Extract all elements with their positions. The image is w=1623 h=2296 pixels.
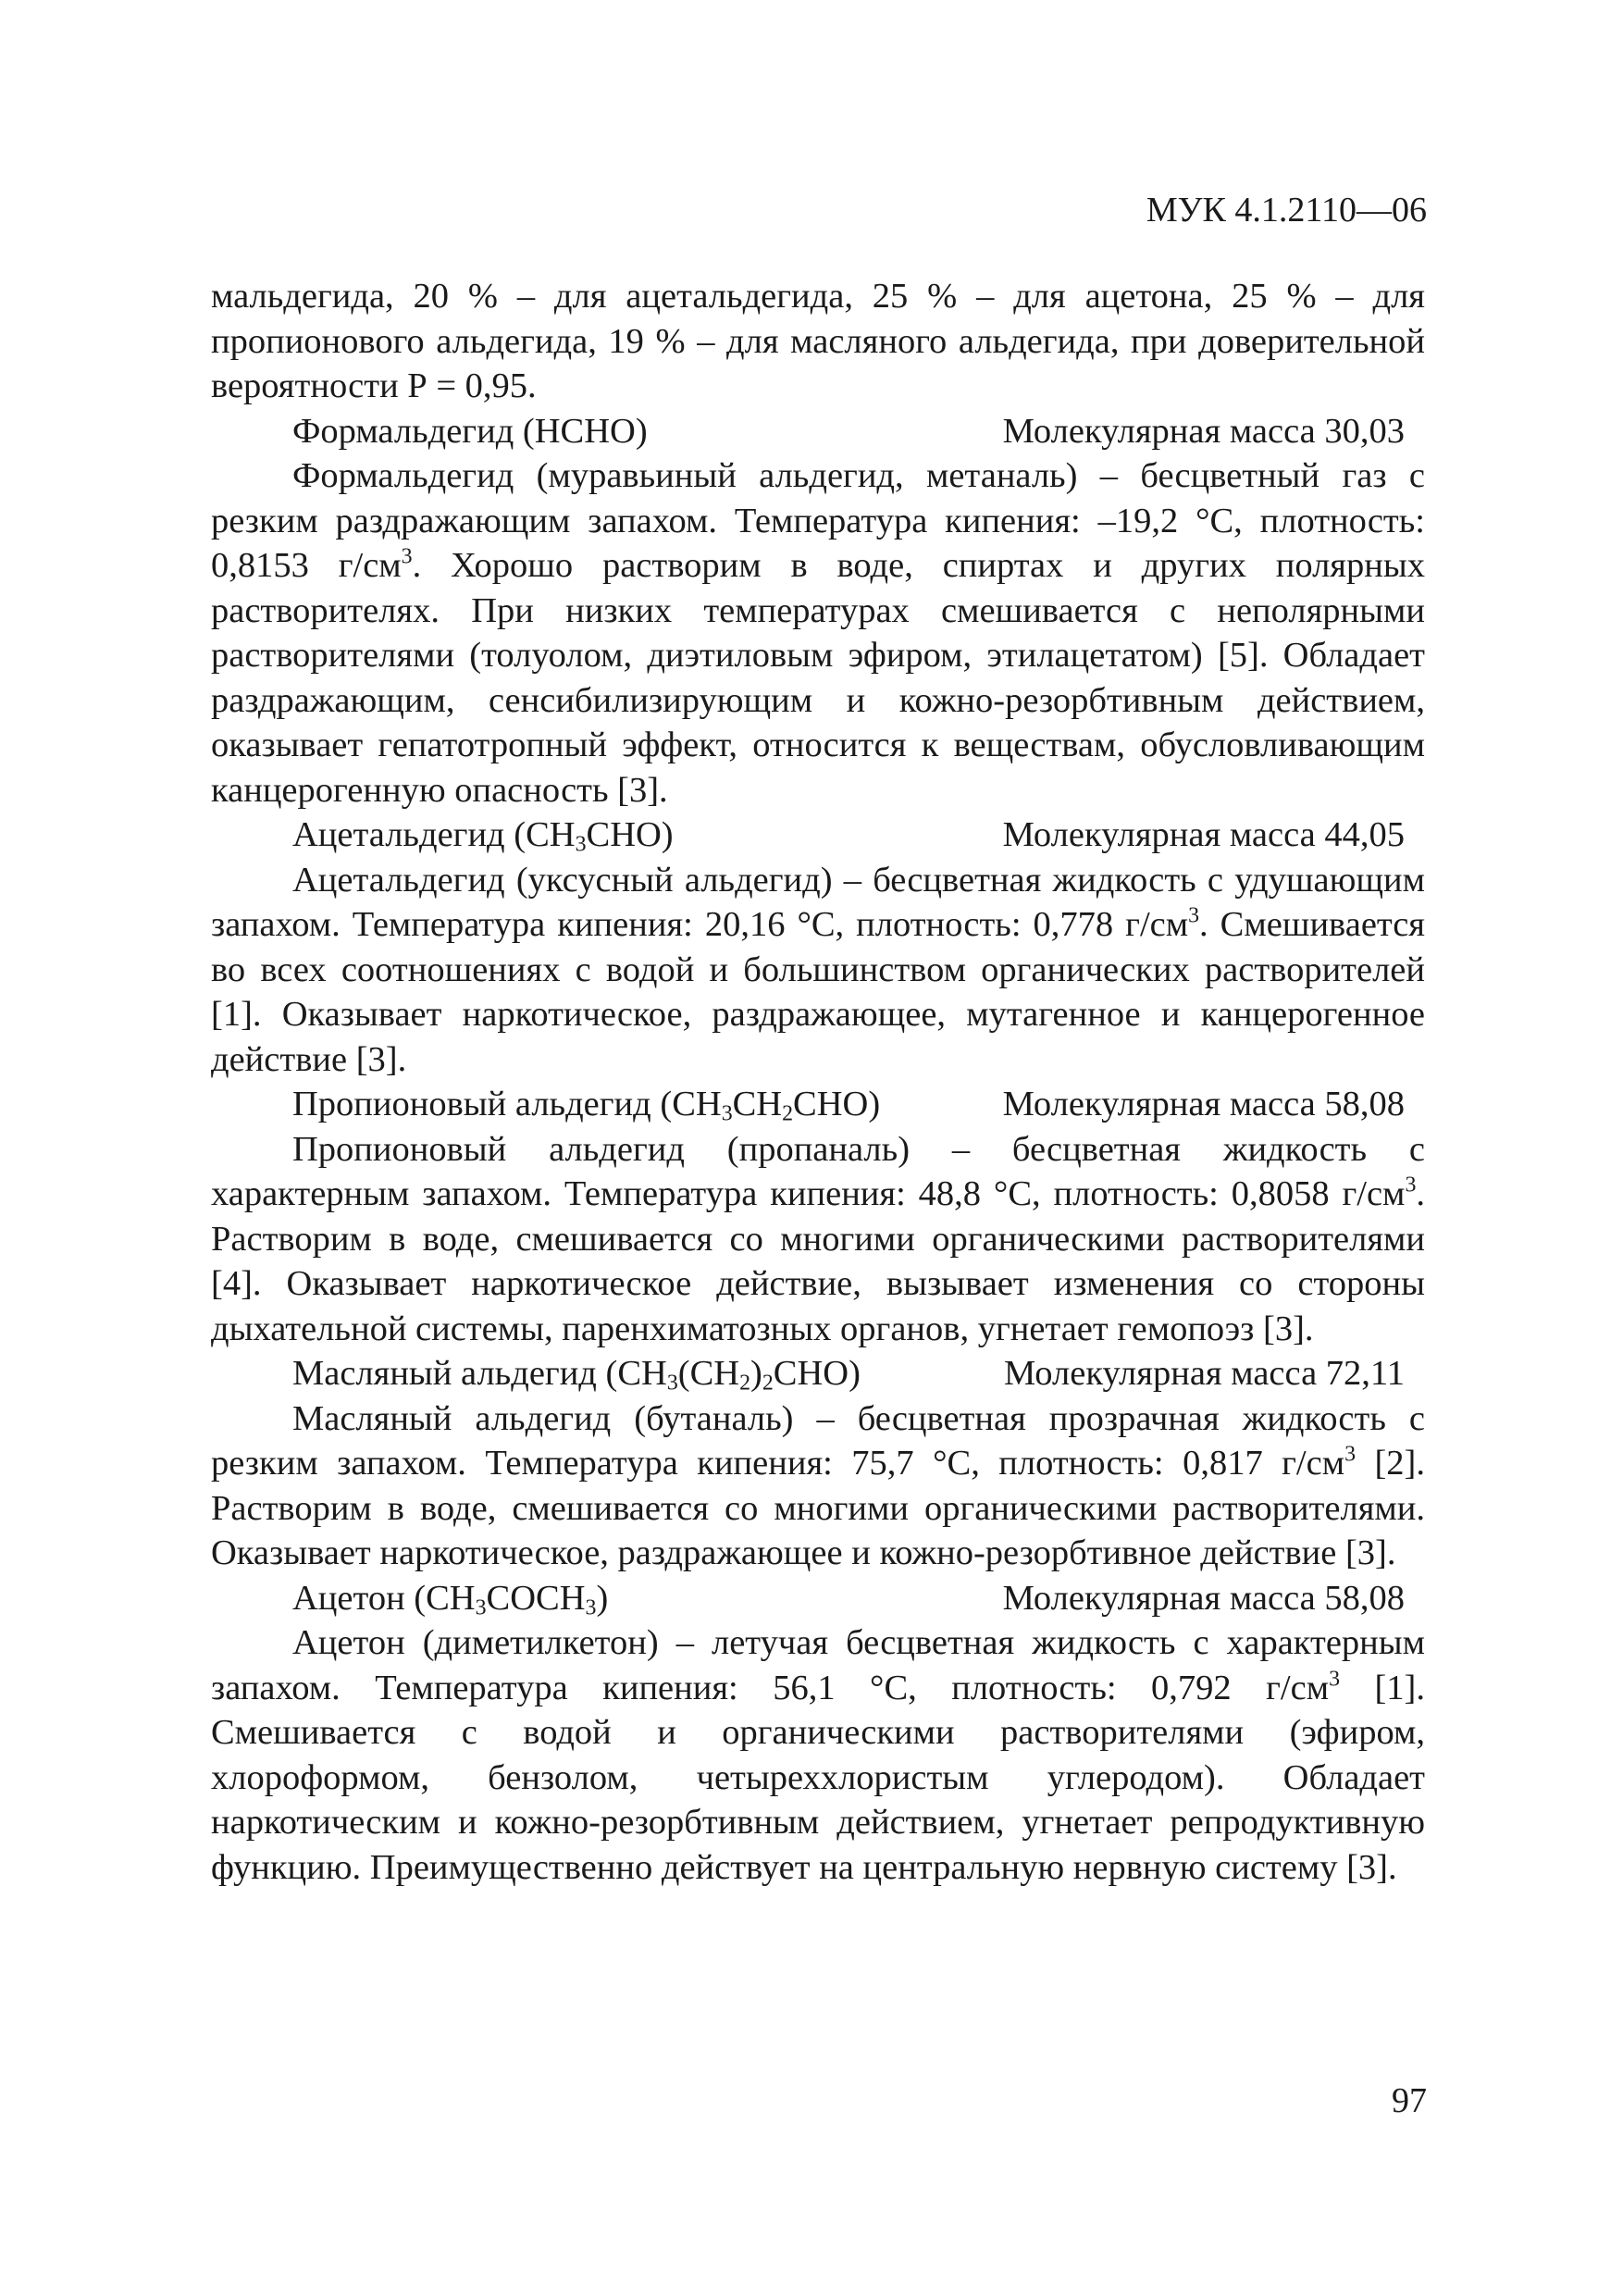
compound-description: Масляный альдегид (бутаналь) – бесцветная прозрачная жидкость с резким запахом. Температура кипения: 75,7 °С, плотность: 0,817 $г/см^3$ [2]. Растворим в воде, смешивается со многими органическими растворителями. Оказывает наркотическое, раздражающее и кожно-резорбтивное действие [3].	[211, 1398, 1425, 1572]
compound-heading	[211, 1082, 1425, 1127]
compound-description: Пропионовый альдегид (пропаналь) – бесцветная жидкость с характерным запахом. Температура кипения: 48,8 °С, плотность: 0,8058 $г/см^3$. Растворим в воде, смешивается со многими органическими растворителями [4]. Оказывает наркотическое действие, вызывает изменения со стороны дыхательной системы, паренхиматозных органов, угнетает гемопоэз [3].	[211, 1129, 1425, 1348]
compound-heading	[211, 409, 1425, 454]
compound-description: Формальдегид (муравьиный альдегид, метаналь) – бесцветный газ с резким раздражающим запахом. Температура кипения: –19,2 °С, плотность: 0,8153 $г/см^3$. Хорошо растворим в воде, спиртах и других полярных растворителях. При низких температурах смешивается с неполярными растворителями (толуолом, диэтиловым эфиром, этилацетатом) [5]. Обладает раздражающим, сенсибилизирующим и кожно-резорбтивным действием, оказывает гепатотропный эффект, относится к веществам, обусловливающим канцерогенную опасность [3].	[211, 456, 1425, 810]
intro-paragraph: мальдегида, 20 % – для ацетальдегида, 25 % – для ацетона, 25 % – для пропионового альдегида, 19 % – для масляного альдегида, при доверительной вероятности Р = 0,95.	[211, 277, 1425, 405]
compound-description: Ацетон (диметилкетон) – летучая бесцветная жидкость с характерным запахом. Температура кипения: 56,1 °С, плотность: 0,792 $г/см^3$ [1]. Смешивается с водой и органическими растворителями (эфиром, хлороформом, бензолом, четыреххлористым углеродом). Обладает наркотическим и кожно-резорбтивным действием, угнетает репродуктивную функцию. Преимущественно действует на центральную нервную систему [3].	[211, 1623, 1425, 1887]
compound-name: Ацетальдегид $(CH_3CHO)$	[292, 815, 674, 857]
compound-description: Ацетальдегид (уксусный альдегид) – бесцветная жидкость с удушающим запахом. Температура кипения: 20,16 °С, плотность: 0,778 $г/см^3$. Смешивается во всех соотношениях с водой и большинством органических растворителей [1]. Оказывает наркотическое, раздражающее, мутагенное и канцерогенное действие [3].	[211, 860, 1425, 1079]
compound-name: Пропионовый альдегид $(CH_3CH_2CHO)$	[292, 1085, 881, 1126]
molecular-mass: Молекулярная масса 58,08	[1002, 1578, 1405, 1618]
molecular-mass: Молекулярная масса 44,05	[1002, 815, 1405, 854]
compound-heading	[211, 1351, 1425, 1396]
compound-name: Масляный альдегид $(CH_3(CH_2)_2CHO)$	[292, 1354, 861, 1396]
page-number: 97	[1392, 2081, 1427, 2120]
document-code: МУК 4.1.2110—06	[1146, 191, 1427, 230]
compound-name: Ацетон $(CH_3COCH_3)$	[292, 1578, 609, 1620]
compound-name: Формальдегид (HCHO)	[292, 411, 648, 451]
molecular-mass: Молекулярная масса 58,08	[1002, 1085, 1405, 1123]
molecular-mass: Молекулярная масса 30,03	[1002, 411, 1405, 451]
compound-heading	[211, 1576, 1425, 1621]
molecular-mass: Молекулярная масса 72,11	[1004, 1354, 1405, 1393]
page-body	[211, 274, 1425, 1890]
compound-heading	[211, 813, 1425, 858]
